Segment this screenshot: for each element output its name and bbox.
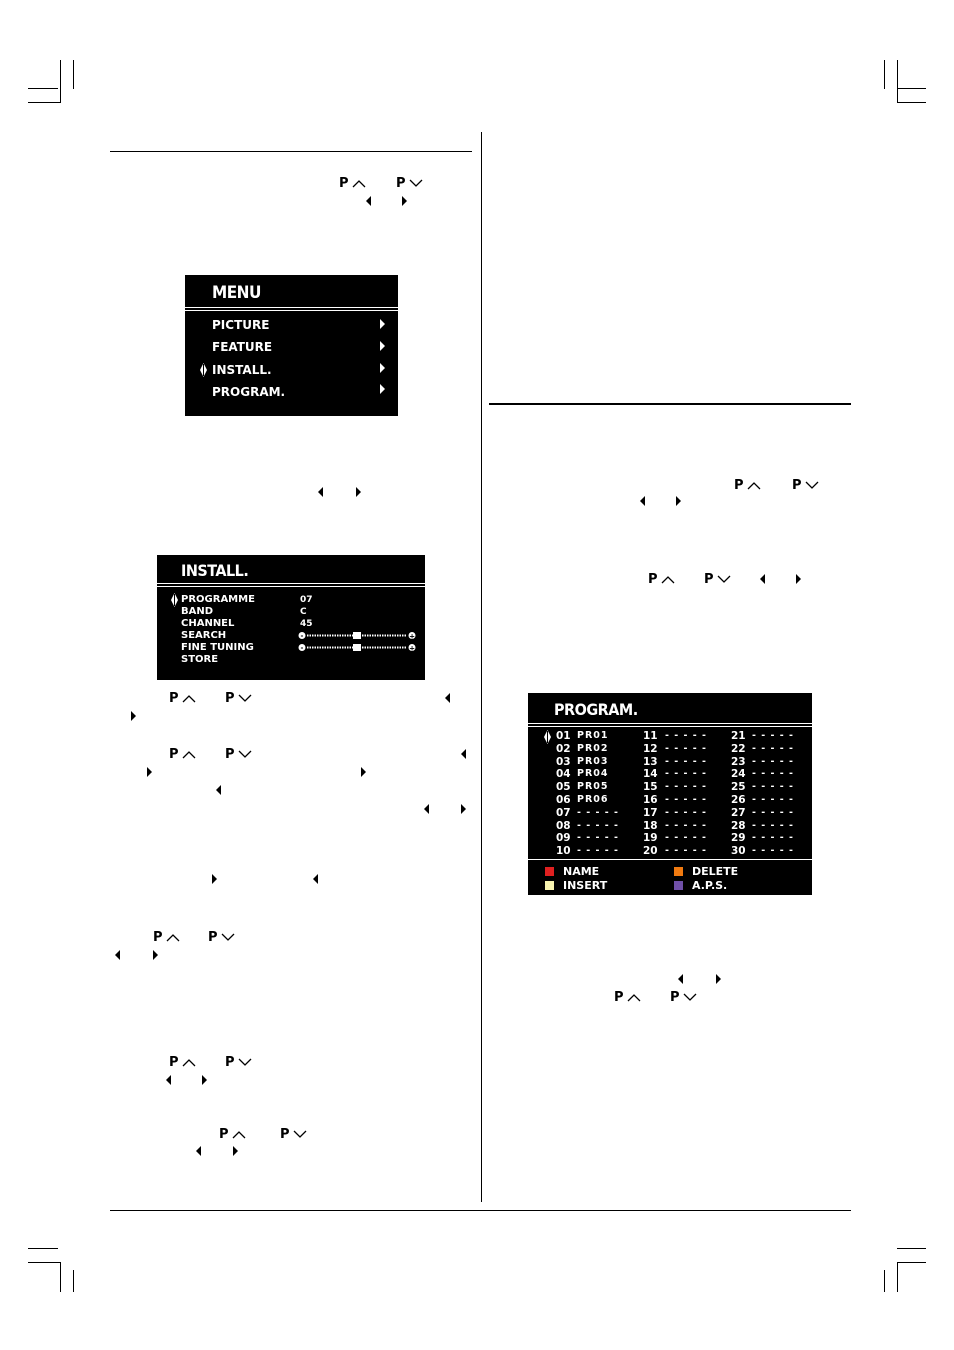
right-arrow-icon [361,767,366,777]
program-name[interactable]: - - - - - [752,730,794,741]
p-up-key: P [734,479,761,493]
p-up-key: P [169,692,196,706]
footer-rule [110,1210,851,1211]
menu-osd-title: MENU [212,283,261,303]
program-name[interactable]: PR04 [577,768,609,780]
left-arrow-icon [366,196,371,206]
chevron-up-icon [166,933,180,942]
program-number[interactable]: 21 [731,730,746,742]
program-name[interactable]: - - - - - [752,755,794,767]
program-number[interactable]: 03 [556,755,571,768]
p-up-key: P [169,748,196,762]
left-arrow-icon [445,693,450,703]
p-up-key: P [339,177,366,191]
program-number[interactable]: 01 [556,730,571,742]
program-number[interactable]: 28 [731,819,746,832]
program-number[interactable]: 09 [556,832,571,845]
program-name[interactable]: - - - - - [665,832,707,844]
p-down-key: P [225,748,252,762]
program-name[interactable]: - - - - - [665,794,707,805]
left-arrow-icon [760,574,765,584]
submenu-arrow-icon [380,319,385,329]
p-up-key: P [648,573,675,587]
program-name[interactable]: - - - - - [665,742,707,754]
program-name[interactable]: - - - - - [577,819,619,831]
left-arrow-icon [318,487,323,497]
program-number[interactable]: 16 [643,794,658,806]
chevron-down-icon [238,694,252,703]
right-arrow-icon [212,874,217,884]
menu-item-program[interactable]: PROGRAM. [212,385,286,399]
install-channel-value: 45 [300,619,313,629]
program-osd [528,693,812,895]
install-osd-title: INSTALL. [181,561,249,580]
program-number[interactable]: 06 [556,794,571,806]
program-number[interactable]: 30 [731,845,746,858]
p-up-key: P [614,991,641,1005]
chevron-down-icon [409,179,423,188]
program-name[interactable]: - - - - - [577,845,619,857]
selection-marker-icon [171,593,178,607]
program-name[interactable]: - - - - - [665,755,707,767]
program-number[interactable]: 18 [643,819,658,832]
p-down-key: P [792,479,819,493]
left-arrow-icon [216,785,221,795]
install-row-fine-tuning-label[interactable]: FINE TUNING [181,642,254,653]
program-number[interactable]: 20 [643,845,658,858]
submenu-arrow-icon [380,363,385,373]
program-name[interactable]: - - - - - [752,819,794,831]
program-name[interactable]: - - - - - [752,768,794,780]
program-name[interactable]: PR05 [577,781,609,793]
program-name[interactable]: PR02 [577,742,609,754]
install-row-programme-label[interactable]: PROGRAMME [181,594,255,605]
right-arrow-icon [796,574,801,584]
chevron-up-icon [182,750,196,759]
orange-key-swatch [674,867,683,876]
legend-name-label: NAME [563,865,600,878]
chevron-up-icon [232,1130,246,1139]
install-programme-value: 07 [300,595,313,605]
program-number[interactable]: 08 [556,819,571,832]
p-down-key: P [208,931,235,945]
legend-delete-label: DELETE [692,865,739,878]
right-arrow-icon [131,711,136,721]
right-arrow-icon [676,496,681,506]
program-name[interactable]: - - - - - [752,742,794,754]
chevron-up-icon [182,694,196,703]
submenu-arrow-icon [380,341,385,351]
left-arrow-icon [678,974,683,984]
program-name[interactable]: - - - - - [665,845,707,857]
program-number[interactable]: 11 [643,730,658,742]
program-name[interactable]: - - - - - [665,781,707,793]
chevron-up-icon [182,1058,196,1067]
svg-text:+: + [409,632,415,640]
program-name[interactable]: - - - - - [577,832,619,844]
program-osd-title: PROGRAM. [554,700,638,719]
chevron-down-icon [221,933,235,942]
program-number[interactable]: 14 [643,768,658,781]
purple-key-swatch [674,881,683,890]
menu-item-feature[interactable]: FEATURE [212,340,273,354]
program-name[interactable]: - - - - - [665,819,707,831]
svg-text:-: - [300,644,304,652]
chevron-down-icon [238,1058,252,1067]
chevron-down-icon [805,481,819,490]
right-arrow-icon [147,767,152,777]
legend-aps-label: A.P.S. [692,879,728,892]
program-number[interactable]: 05 [556,781,571,794]
program-name[interactable]: - - - - - [665,730,707,741]
chevron-down-icon [717,575,731,584]
program-number[interactable]: 22 [731,742,746,755]
install-row-channel-label[interactable]: CHANNEL [181,618,235,629]
left-arrow-icon [424,804,429,814]
p-down-key: P [225,1056,252,1070]
right-arrow-icon [233,1146,238,1156]
program-number[interactable]: 12 [643,742,658,755]
column-divider [481,132,482,1202]
left-section-rule [110,151,472,152]
chevron-down-icon [293,1130,307,1139]
program-name[interactable]: - - - - - [752,806,794,818]
right-arrow-icon [153,950,158,960]
chevron-down-icon [683,993,697,1002]
program-number[interactable]: 19 [643,832,658,845]
svg-text:-: - [300,632,304,640]
program-name[interactable]: - - - - - [752,781,794,793]
right-arrow-icon [356,487,361,497]
program-name[interactable]: - - - - - [665,806,707,818]
p-down-key: P [225,692,252,706]
menu-item-install[interactable]: INSTALL. [212,363,272,377]
install-row-band-label[interactable]: BAND [181,606,214,617]
program-number[interactable]: 15 [643,781,658,794]
left-arrow-icon [640,496,645,506]
install-band-value: C [300,607,307,617]
right-arrow-icon [402,196,407,206]
program-number[interactable]: 29 [731,832,746,845]
left-arrow-icon [115,950,120,960]
install-row-search-label[interactable]: SEARCH [181,630,227,641]
chevron-down-icon [238,750,252,759]
program-name[interactable]: - - - - - [752,794,794,805]
p-down-key: P [670,991,697,1005]
program-number[interactable]: 17 [643,806,658,819]
legend-insert-label: INSERT [563,879,608,892]
program-number[interactable]: 27 [731,806,746,819]
program-name[interactable]: - - - - - [752,845,794,857]
program-number[interactable]: 02 [556,742,571,755]
selection-marker-icon [544,730,551,744]
right-arrow-icon [716,974,721,984]
selection-marker-icon [200,363,207,377]
submenu-arrow-icon [380,384,385,394]
program-number[interactable]: 23 [731,755,746,768]
yellow-key-swatch [545,881,554,890]
p-up-key: P [169,1056,196,1070]
program-name[interactable]: PR01 [577,730,609,741]
install-row-store-label[interactable]: STORE [181,654,219,665]
program-name[interactable]: PR03 [577,755,609,767]
program-number[interactable]: 04 [556,768,571,781]
program-name[interactable]: PR06 [577,794,609,805]
p-down-key: P [396,177,423,191]
program-name[interactable]: - - - - - [752,832,794,844]
red-key-swatch [545,867,554,876]
menu-osd [185,275,398,416]
right-section-rule [489,403,851,405]
svg-text:+: + [409,644,415,652]
p-down-key: P [280,1128,307,1142]
left-arrow-icon [313,874,318,884]
chevron-up-icon [661,575,675,584]
left-arrow-icon [166,1075,171,1085]
program-number[interactable]: 13 [643,755,658,768]
program-number[interactable]: 25 [731,781,746,794]
p-up-key: P [153,931,180,945]
install-osd [157,555,425,680]
program-number[interactable]: 10 [556,845,571,858]
fine-tuning-slider[interactable] [298,643,416,652]
menu-item-picture[interactable]: PICTURE [212,318,270,332]
program-name[interactable]: - - - - - [665,768,707,780]
right-arrow-icon [461,804,466,814]
program-number[interactable]: 24 [731,768,746,781]
chevron-up-icon [352,179,366,188]
program-number[interactable]: 26 [731,794,746,806]
p-up-key: P [219,1128,246,1142]
chevron-up-icon [747,481,761,490]
chevron-up-icon [627,993,641,1002]
left-arrow-icon [196,1146,201,1156]
right-arrow-icon [202,1075,207,1085]
p-down-key: P [704,573,731,587]
search-slider[interactable] [298,631,416,640]
program-name[interactable]: - - - - - [577,806,619,818]
program-number[interactable]: 07 [556,806,571,819]
left-arrow-icon [461,749,466,759]
